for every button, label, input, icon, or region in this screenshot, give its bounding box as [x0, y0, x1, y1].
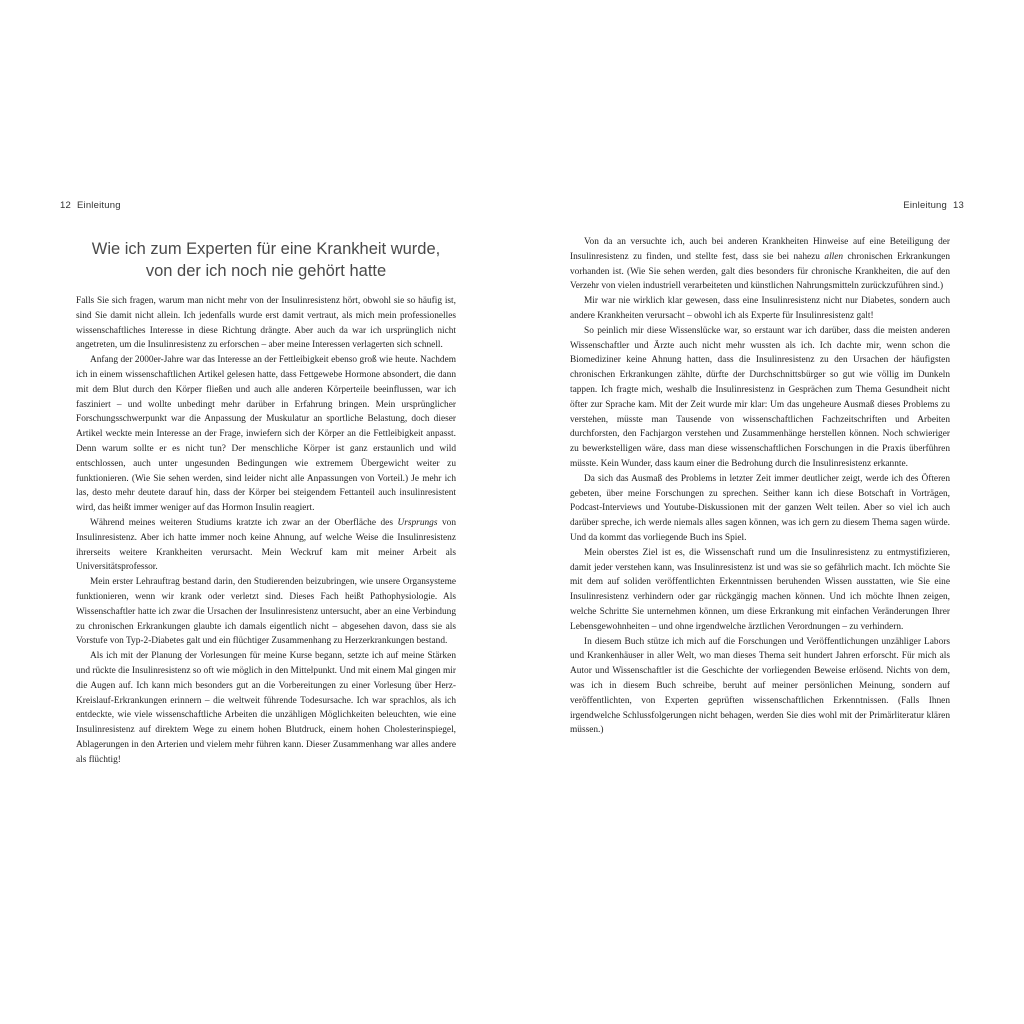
chapter-title-line-1: Wie ich zum Experten für eine Krankheit wurde, [91, 240, 441, 258]
right-page-number: 13 [953, 200, 964, 211]
left-text-column [76, 294, 456, 768]
right-running-head [903, 200, 964, 211]
right-paragraph-1-part-1: Von da an versuchte ich, auch bei anderen Krankheiten Hinweise auf eine Beteiligung der Insulinresistenz zu finden, und stellte fest, dass sie bei nahezu [570, 237, 950, 262]
left-running-head-label: Einleitung [76, 200, 121, 211]
right-paragraph-1-emphasis: allen [824, 251, 844, 262]
left-paragraph-3-part-1: Während meines weiteren Studiums kratzte ich zwar an der Oberfläche des [90, 517, 398, 528]
left-paragraph-5: Als ich mit der Planung der Vorlesungen für meine Kurse begann, setzte ich auf meine Stärken und rückte die Insulinresistenz so oft wie möglich in den Mittelpunkt. Und mit einem Mal gingen mir die Augen auf. Ich kann mich besonders gut an die Vorbereitungen zu einer Vorlesung über Herz-Kreislauf-Erkrankungen erinnern – die weltweit führende Todesursache. Ich war sprachlos, als ich entdeckte, wie viele wissenschaftliche Arbeiten die unzähligen Möglichkeiten beleuchten, wie eine Insulinresistenz auf direktem Wege zu einem hohen Blutdruck, einem hohen Cholesterinspiegel, Ablagerungen in den Arterien und vielem mehr führen kann. Dieser Zusammenhang war alles andere als flüchtig! [76, 651, 456, 765]
right-text-column [570, 235, 950, 738]
right-paragraph-4: Da sich das Ausmaß des Problems in letzter Zeit immer deutlicher zeigt, werde ich des Öfteren gebeten, über meine Forschungen zu sprechen. Seither kann ich diese Botschaft in Vorträgen, Podcast-Interviews und Youtube-Diskussionen mit der ganzen Welt teilen. Aber so viel ich auch darüber spreche, ich werde niemals alles sagen können, was ich gern zu diesem Thema sagen würde. Und da kommt das vorliegende Buch ins Spiel. [570, 473, 950, 543]
right-paragraph-1-part-2: chronischen Erkrankungen vorhanden ist. (Wie Sie sehen werden, galt dies besonders für chronische Krankheiten, die auf den Verzehr von vielen industriell verarbeiteten und künstlichen Nahrungsmitteln zurückzuführen sind.) [570, 251, 950, 292]
left-page-number: 12 [60, 200, 71, 211]
right-paragraph-3: So peinlich mir diese Wissenslücke war, so erstaunt war ich darüber, dass die meisten anderen Wissenschaftler und Ärzte auch nicht mehr wussten als ich. Ich dachte mir, wenn schon die Biomediziner keine Ahnung hatten, dass die Insulinresistenz zu den Ursachen der häufigsten chronischen Erkrankungen zählte, dürfte der Durchschnittsbürger so gut wie völlig im Dunkeln tappen. Ich fragte mich, weshalb die Insulinresistenz in Gesprächen zum Thema Gesundheit nicht öfter zur Sprache kam. Mit der Zeit wurde mir klar: Um das ungeheure Ausmaß dieses Problems zu verstehen, müsste man Tausende von wissenschaftlichen Fachzeitschriften und Arbeiten durchforsten, den Fachjargon verstehen und Zusammenhänge herstellen können. Noch schwieriger zu bewerkstelligen wäre, dass man diese wissenschaftlichen Forschungen in die Praxis überführen müsste. Kein Wunder, dass kaum einer die Bedrohung durch die Insulinresistenz erkannte. [570, 325, 950, 469]
chapter-title-line-2: von der ich noch nie gehört hatte [145, 262, 387, 280]
right-paragraph-2: Mir war nie wirklich klar gewesen, dass eine Insulinresistenz nicht nur Diabetes, sondern auch andere Krankheiten verursacht – obwohl ich als Experte für Insulinresistenz galt! [570, 296, 950, 321]
right-running-head-label: Einleitung [903, 200, 948, 211]
left-paragraph-3-emphasis: Ursprungs [397, 517, 438, 528]
right-paragraph-6: In diesem Buch stütze ich mich auf die Forschungen und Veröffentlichungen unzähliger Labors und Krankenhäuser in aller Welt, wo man dieses Thema seit hundert Jahren erforscht. Für mich als Autor und Wissenschaftler ist die Geschichte der vorliegenden Beweise erlösend. Nichts von dem, was ich in diesem Buch schreibe, beruht auf meiner persönlichen Meinung, sondern auf veröffentlichten, von Experten geprüften wissenschaftlichen Erkenntnissen. (Falls Ihnen irgendwelche Schlussfolgerungen nicht behagen, werden Sie dies wohl mit der Primärliteratur klären müssen.) [570, 636, 950, 736]
right-paragraph-1 [570, 235, 950, 294]
left-paragraph-3 [76, 516, 456, 575]
left-running-head [60, 200, 121, 211]
left-paragraph-4: Mein erster Lehrauftrag bestand darin, den Studierenden beizubringen, wie unsere Organsysteme funktionieren, wenn wir krank oder verletzt sind. Dieses Fach heißt Pathophysiologie. Als Wissenschaftler hatte ich zwar die Ursachen der Insulinresistenz untersucht, aber an eine Verbindung zu chronischen Erkrankungen glaubte ich damals eigentlich nicht – abgesehen davon, dass sie als Vorstufe von Typ-2-Diabetes galt und ein flüchtiger Zusammenhang zu Herzerkrankungen bestand. [76, 577, 456, 647]
right-paragraph-5: Mein oberstes Ziel ist es, die Wissenschaft rund um die Insulinresistenz zu entmystifizieren, damit jeder verstehen kann, was Insulinresistenz ist und was sie so gefährlich macht. Ich möchte Sie mit dem auf soliden veröffentlichten Erkenntnissen beruhenden Wissen ausstatten, wie Sie eine Insulinresistenz verhindern oder gar rückgängig machen können. Und ich möchte Ihnen zeigen, welche Schritte Sie unternehmen können, um diese Erkrankung mit einfachen Veränderungen Ihrer Lebensgewohnheiten – und ohne irgendwelche ärztlichen Verordnungen – zu verhindern. [570, 547, 950, 632]
chapter-title [76, 238, 456, 282]
left-paragraph-2: Anfang der 2000er-Jahre war das Interesse an der Fettleibigkeit ebenso groß wie heute. Nachdem ich in einem wissenschaftlichen Artikel gelesen hatte, dass Fettgewebe Hormone absondert, die dann mit dem Blut durch den Körper fließen und auch alle anderen Körperteile beeinflussen, war ich fasziniert – und wollte unbedingt mehr darüber in Erfahrung bringen. Mein ursprünglicher Forschungsschwerpunkt war die Anpassung der Muskulatur an sportliche Belastung, doch dieser Artikel weckte mein Interesse an der Frage, inwiefern sich der Körper an die Fettleibigkeit anpasst. Denn warum sollte er es nicht tun? Der menschliche Körper ist ganz erstaunlich und wild entschlossen, auch unter ungesunden Bedingungen wie extremem Übergewicht weiter zu funktionieren. (Wie Sie sehen werden, sind leider nicht alle Anpassungen von Vorteil.) Je mehr ich las, desto mehr deutete darauf hin, dass der Körper bei steigendem Fettanteil auch insulinresistent wird, das heißt immer weniger auf das Hormon Insulin reagiert. [76, 355, 456, 514]
left-paragraph-3-part-2: von Insulinresistenz. Aber ich hatte immer noch keine Ahnung, auf welche Weise die Insulinresistenz ihrerseits weitere Krankheiten verursacht. Mein Weckruf kam mit meiner Arbeit als Universitätsprofessor. [76, 517, 456, 573]
left-paragraph-1: Falls Sie sich fragen, warum man nicht mehr von der Insulinresistenz hört, obwohl sie so häufig ist, sind Sie damit nicht allein. Ich jedenfalls wurde erst damit vertraut, als mich mein professionelles wissenschaftliches Interesse in diese Richtung drängte. Aber auch da war ich ursprünglich nicht angetreten, um die Insulinresistenz zu erforschen – aber meine Interessen verlagerten sich schnell. [76, 296, 456, 351]
